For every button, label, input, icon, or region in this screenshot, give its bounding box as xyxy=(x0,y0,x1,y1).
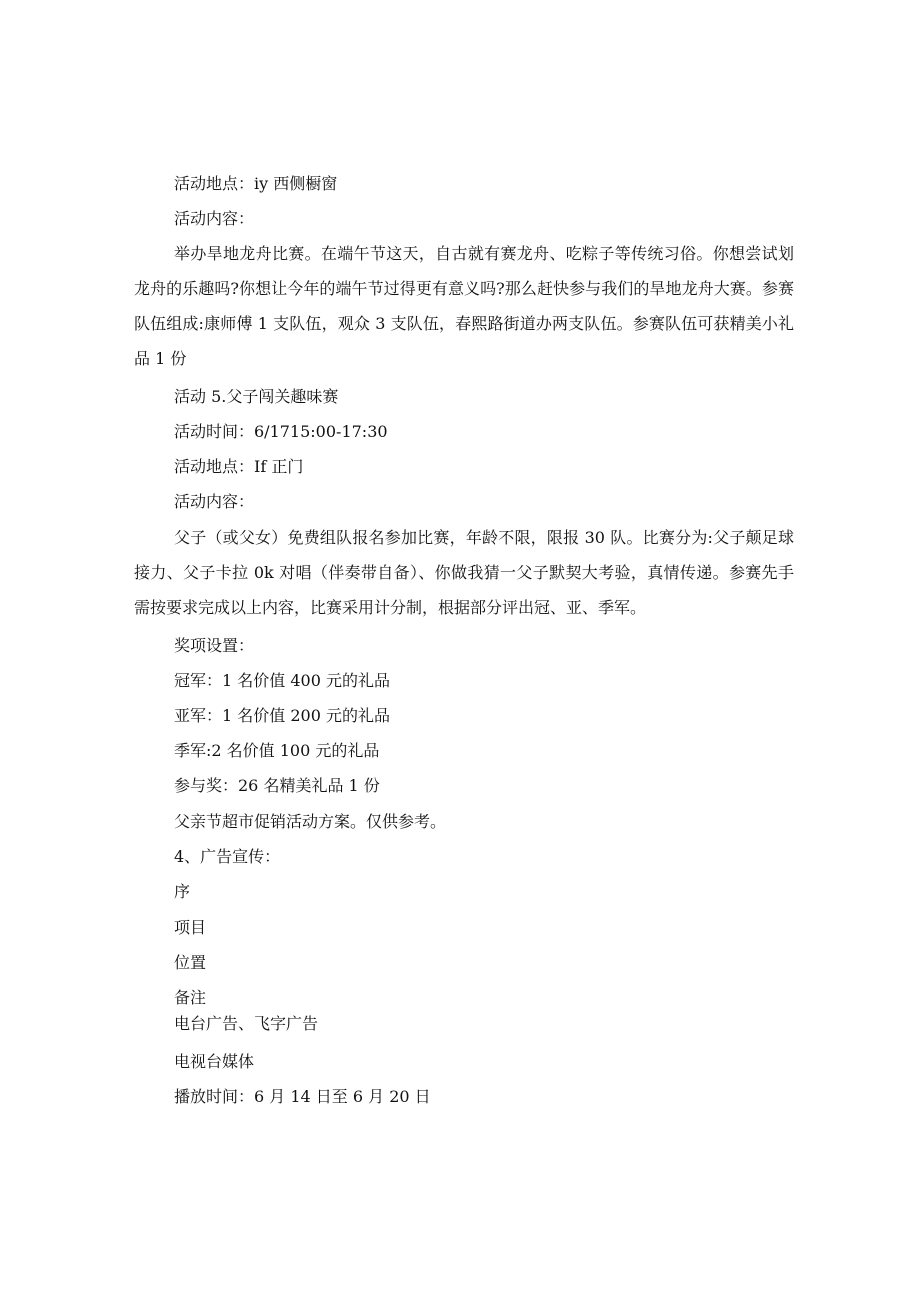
activity-5-title: 活动 5.父子闯关趣味赛 xyxy=(174,387,339,406)
award-third: 季军:2 名价值 100 元的礼品 xyxy=(174,741,380,760)
paragraph-dragon-boat: 举办旱地龙舟比赛。在端午节这天，自古就有赛龙舟、吃粽子等传统习俗。你想尝试划龙舟的乐趣吗?你想让今年的端午节过得更有意义吗?那么赶快参与我们的旱地龙舟大赛。参赛队伍组成:康师傅 1 支队伍，观众 3 支队伍，春熙路街道办两支队伍。参赛队伍可获精美小礼品 1 份 xyxy=(134,244,794,368)
ad-media: 电视台媒体 xyxy=(174,1052,255,1071)
broadcast-time: 播放时间：6 月 14 日至 6 月 20 日 xyxy=(174,1087,431,1106)
table-header-item: 项目 xyxy=(174,918,207,937)
section-4-title: 4、广告宣传： xyxy=(174,847,281,866)
paragraph-father-child: 父子（或父女）免费组队报名参加比赛，年龄不限，限报 30 队。比赛分为:父子颠足球接力、父子卡拉 0k 对唱（伴奏带自备）、你做我猜一父子默契大考验，真情传递。参赛先手需按要求完成以上内容，比赛采用计分制，根据部分评出冠、亚、季军。 xyxy=(134,528,794,617)
awards-label: 奖项设置： xyxy=(174,636,255,655)
note-line: 父亲节超市促销活动方案。仅供参考。 xyxy=(174,812,447,831)
table-header-position: 位置 xyxy=(174,953,207,972)
award-runner-up: 亚军：1 名价值 200 元的礼品 xyxy=(174,706,390,725)
content-label-1: 活动内容： xyxy=(174,209,255,228)
table-header-index: 序 xyxy=(174,882,191,901)
content-label-2: 活动内容： xyxy=(174,492,255,511)
location-line-2: 活动地点：If 正门 xyxy=(174,457,304,476)
table-header-remarks: 备注 xyxy=(174,988,207,1007)
location-line-1: 活动地点：iy 西侧橱窗 xyxy=(174,174,338,193)
activity-time-line: 活动时间：6/1715:00-17:30 xyxy=(174,422,388,441)
ad-item: 电台广告、飞字广告 xyxy=(174,1014,319,1033)
award-champion: 冠军：1 名价值 400 元的礼品 xyxy=(174,671,390,690)
award-participation: 参与奖：26 名精美礼品 1 份 xyxy=(174,776,380,795)
